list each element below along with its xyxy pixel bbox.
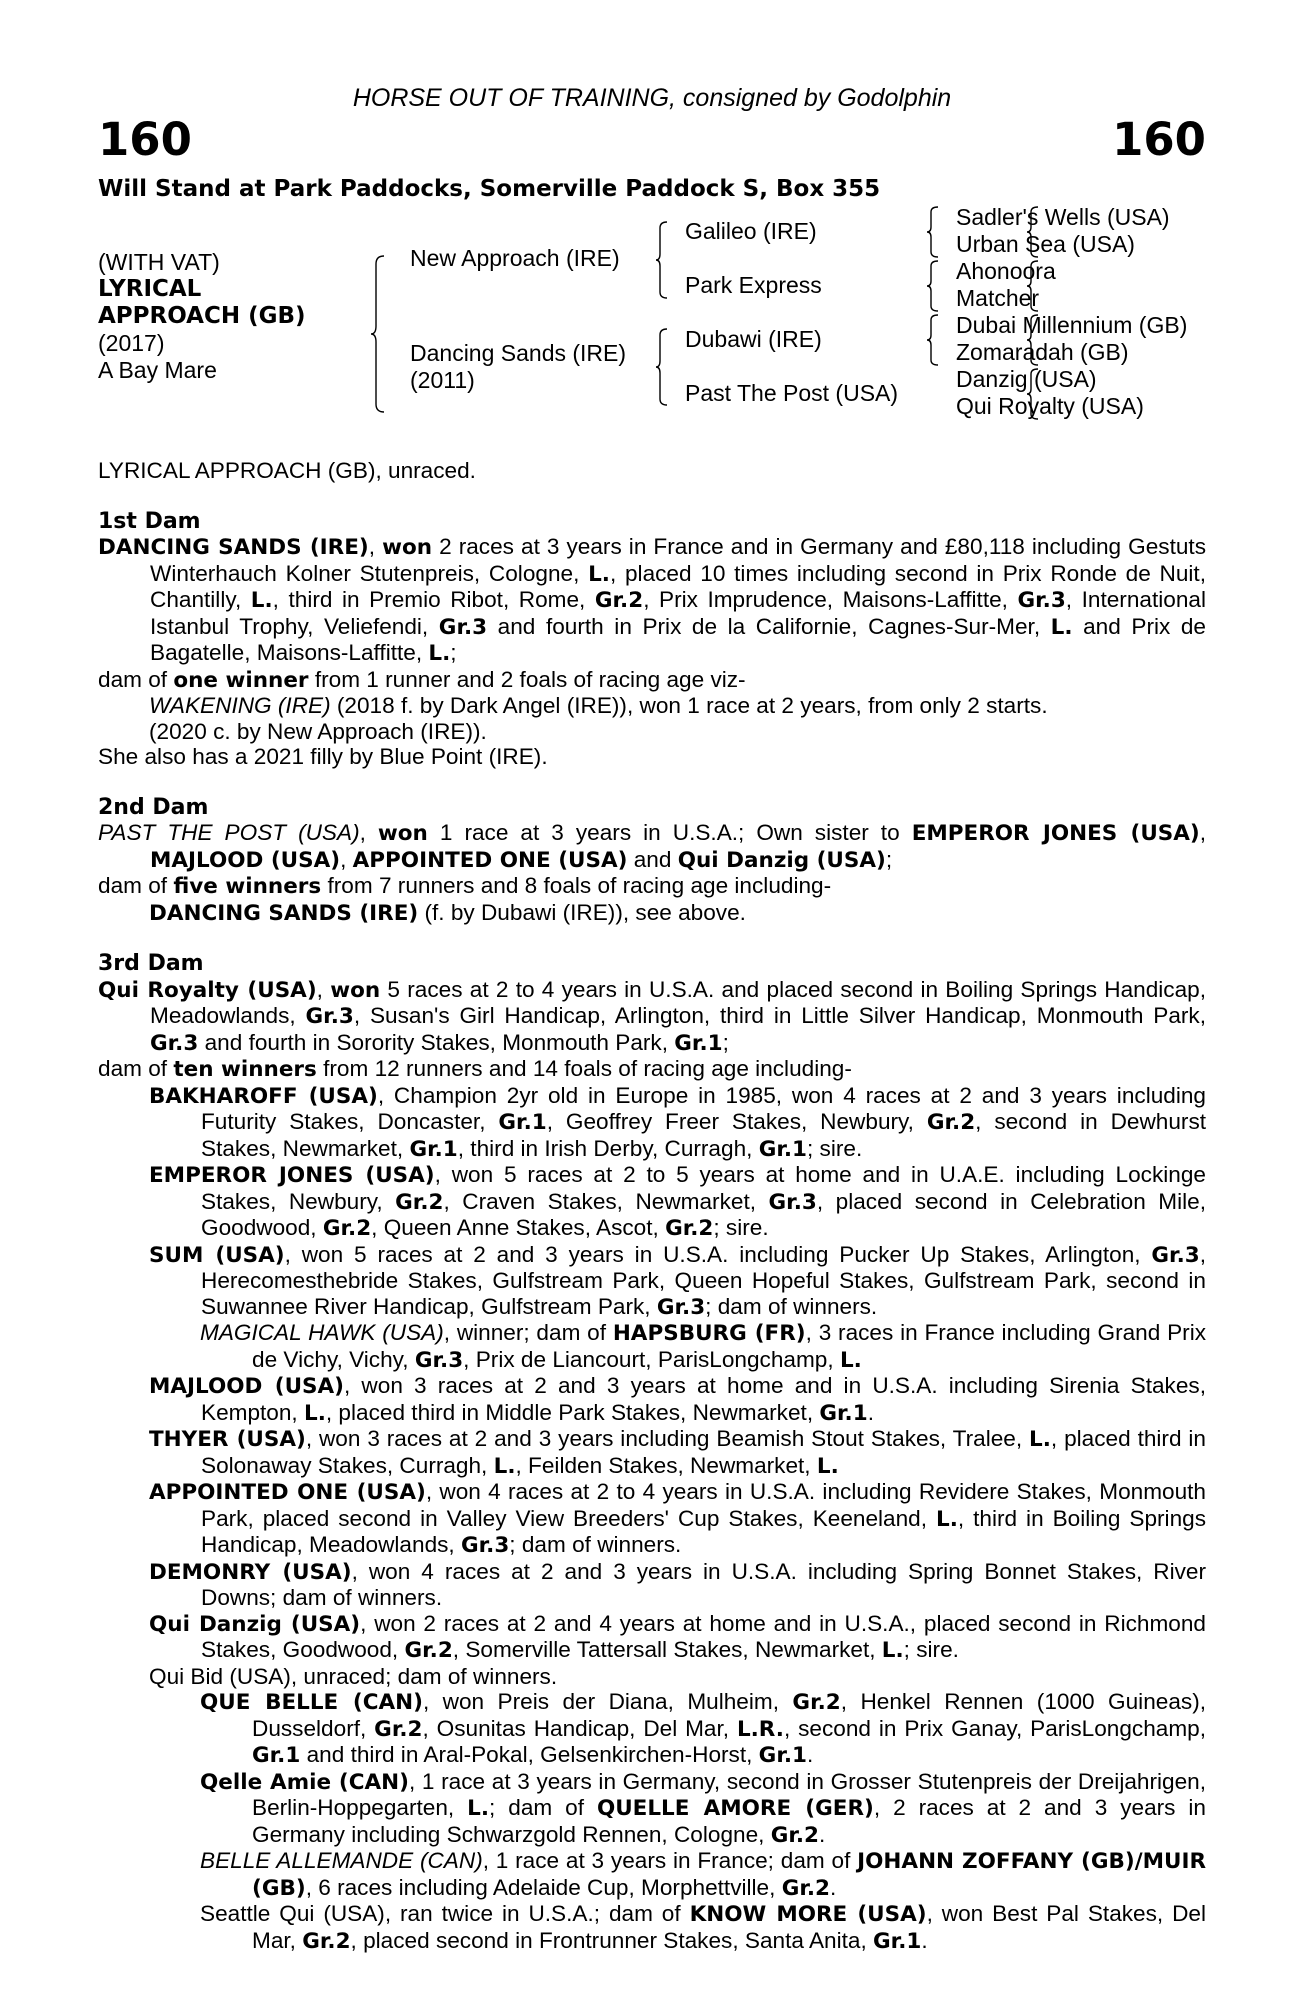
pedigree-ddd: Qui Royalty (USA) (956, 393, 1144, 419)
second-dam-progeny: DANCING SANDS (IRE) (f. by Dubawi (IRE)), see above. (149, 899, 746, 926)
catalogue-body (98, 458, 1206, 1954)
lot-number-right: 160 (1112, 113, 1206, 166)
pedigree-sire: New Approach (IRE) (410, 245, 620, 271)
horse-year: (2017) (98, 330, 165, 356)
progeny-bakharoff: BAKHAROFF (USA), Champion 2yr old in Europe in 1985, won 4 races at 2 and 3 years including Futurity Stakes, Doncaster, Gr.1, Geoffrey Freer Stakes, Newbury, Gr.2, second in Dewhurst Stakes, Newmarket, Gr.1, third in Irish Derby, Curragh, Gr.1; sire. (149, 1082, 1207, 1162)
brace-ds (926, 313, 940, 367)
brace-sd (926, 259, 940, 313)
progeny-magical-hawk: MAGICAL HAWK (USA), winner; dam of HAPSBURG (FR), 3 races in France including Grand Prix de Vichy, Vichy, Gr.3, Prix de Liancourt, ParisLongchamp, L. (200, 1320, 1207, 1373)
pedigree-sds: Ahonoora (956, 258, 1056, 284)
progeny-qui-bid: Qui Bid (USA), unraced; dam of winners. (149, 1663, 558, 1689)
lot-number-left: 160 (98, 113, 192, 166)
progeny-thyer: THYER (USA), won 3 races at 2 and 3 years including Beamish Stout Stakes, Tralee, L., placed third in Solonaway Stakes, Curragh, L., Feilden Stakes, Newmarket, L. (149, 1426, 1206, 1479)
pedigree-sdd: Matcher (956, 285, 1040, 311)
pedigree-sss: Sadler's Wells (USA) (956, 204, 1170, 230)
third-dam-entry: Qui Royalty (USA), won 5 races at 2 to 4 years in U.S.A. and placed second in Boiling Springs Handicap, Meadowlands, Gr.3, Susan's Girl Handicap, Arlington, third in Little Silver Handicap, Monmouth Park, Gr.3 and fourth in Sorority Stakes, Monmouth Park, Gr.1; (98, 976, 1207, 1056)
pedigree-dam-year: (2011) (410, 367, 475, 393)
catalogue-page (98, 0, 1206, 2000)
stand-location: Will Stand at Park Paddocks, Somerville Paddock S, Box 355 (98, 176, 881, 202)
brace-dam (655, 327, 669, 407)
horse-name-line2: APPROACH (GB) (98, 303, 306, 329)
progeny-seattle-qui: Seattle Qui (USA), ran twice in U.S.A.; dam of KNOW MORE (USA), won Best Pal Stakes, Del Mar, Gr.2, placed second in Frontrunner Stakes, Santa Anita, Gr.1. (200, 1901, 1207, 1954)
brace-ss (926, 205, 940, 259)
horse-name-line1: LYRICAL (98, 276, 202, 302)
pedigree-dam-dam: Past The Post (USA) (685, 380, 899, 406)
pedigree-dsd: Zomaradah (GB) (956, 339, 1129, 365)
progeny-appointed-one: APPOINTED ONE (USA), won 4 races at 2 to 4 years in U.S.A. including Revidere Stakes, Monmouth Park, placed second in Valley View Breeders' Cup Stakes, Keeneland, L., third in Boiling Springs Handicap, Meadowlands, Gr.3; dam of winners. (149, 1479, 1207, 1558)
progeny-majlood: MAJLOOD (USA), won 3 races at 2 and 3 years at home and in U.S.A. including Sirenia Stakes, Kempton, L., placed third in Middle Park Stakes, Newmarket, Gr.1. (149, 1373, 1206, 1426)
pedigree-sire-sire: Galileo (IRE) (685, 218, 817, 244)
third-dam-produce-summary: dam of ten winners from 12 runners and 14 foals of racing age including- (98, 1056, 852, 1082)
progeny-demonry: DEMONRY (USA), won 4 races at 2 and 3 years in U.S.A. including Spring Bonnet Stakes, River Downs; dam of winners. (149, 1558, 1206, 1610)
progeny-que-belle: QUE BELLE (CAN), won Preis der Diana, Mulheim, Gr.2, Henkel Rennen (1000 Guineas), Dusseldorf, Gr.2, Osunitas Handicap, Del Mar, L.R., second in Prix Ganay, ParisLongchamp, Gr.1 and third in Aral-Pokal, Gelsenkirchen-Horst, Gr.1. (200, 1689, 1206, 1768)
progeny-emperor-jones: EMPEROR JONES (USA), won 5 races at 2 to 5 years at home and in U.A.E. including Lockinge Stakes, Newbury, Gr.2, Craven Stakes, Newmarket, Gr.3, placed second in Celebration Mile, Goodwood, Gr.2, Queen Anne Stakes, Ascot, Gr.2; sire. (149, 1162, 1206, 1241)
pedigree-ssd: Urban Sea (USA) (956, 231, 1135, 257)
pedigree-dds: Danzig (USA) (956, 366, 1097, 392)
progeny-belle-allemande: BELLE ALLEMANDE (CAN), 1 race at 3 years in France; dam of JOHANN ZOFFANY (GB)/MUIR (GB), 6 races including Adelaide Cup, Morphettville, Gr.2. (200, 1848, 1206, 1901)
first-dam-progeny-2: (2020 c. by New Approach (IRE)). (149, 718, 487, 744)
first-dam-heading: 1st Dam (98, 508, 201, 534)
racing-record: LYRICAL APPROACH (GB), unraced. (98, 458, 476, 483)
first-dam-produce-summary: dam of one winner from 1 runner and 2 foals of racing age viz- (98, 666, 746, 693)
pedigree-dam: Dancing Sands (IRE) (410, 340, 627, 366)
pedigree-dam-sire: Dubawi (IRE) (685, 326, 822, 352)
progeny-sum: SUM (USA), won 5 races at 2 and 3 years in U.S.A. including Pucker Up Stakes, Arlington, Gr.3, Herecomesthebride Stakes, Gulfstream Park, Queen Hopeful Stakes, Gulfstream Park, second in Suwannee River Handicap, Gulfstream Park, Gr.3; dam of winners. (149, 1241, 1206, 1320)
second-dam-produce-summary: dam of five winners from 7 runners and 8 foals of racing age including- (98, 873, 832, 899)
first-dam-also: She also has a 2021 filly by Blue Point (IRE). (98, 744, 548, 769)
brace-parents (370, 254, 386, 414)
second-dam-heading: 2nd Dam (98, 794, 209, 820)
progeny-qui-danzig: Qui Danzig (USA), won 2 races at 2 and 4 years at home and in U.S.A., placed second in Richmond Stakes, Goodwood, Gr.2, Somerville Tattersall Stakes, Newmarket, L.; sire. (149, 1610, 1206, 1663)
consignor-line: HORSE OUT OF TRAINING, consigned by Godolphin (352, 84, 952, 112)
vat-note: (WITH VAT) (98, 249, 220, 275)
second-dam-entry: PAST THE POST (USA), won 1 race at 3 years in U.S.A.; Own sister to EMPEROR JONES (USA), MAJLOOD (USA), APPOINTED ONE (USA) and Qui Danzig (USA); (98, 820, 1207, 873)
pedigree-sire-dam: Park Express (685, 272, 822, 298)
first-dam-entry: DANCING SANDS (IRE), won 2 races at 3 years in France and in Germany and £80,118 including Gestuts Winterhauch Kolner Stutenpreis, Cologne, L., placed 10 times including second in Prix Ronde de Nuit, Chantilly, L., third in Premio Ribot, Rome, Gr.2, Prix Imprudence, Maisons-Laffitte, Gr.3, International Istanbul Trophy, Veliefendi, Gr.3 and fourth in Prix de la Californie, Cagnes-Sur-Mer, L. and Prix de Bagatelle, Maisons-Laffitte, L.; (98, 534, 1206, 666)
third-dam-heading: 3rd Dam (98, 951, 204, 976)
brace-sire (655, 220, 669, 300)
first-dam-progeny: WAKENING (IRE) (2018 f. by Dark Angel (IRE)), won 1 race at 2 years, from only 2 starts. (149, 693, 1048, 718)
pedigree-dss: Dubai Millennium (GB) (956, 312, 1188, 338)
horse-description: A Bay Mare (98, 357, 217, 383)
progeny-qelle-amie: Qelle Amie (CAN), 1 race at 3 years in Germany, second in Grosser Stutenpreis der Dreijahrigen, Berlin-Hoppegarten, L.; dam of QUELLE AMORE (GER), 2 races at 2 and 3 years in Germany including Schwarzgold Rennen, Cologne, Gr.2. (200, 1768, 1206, 1848)
